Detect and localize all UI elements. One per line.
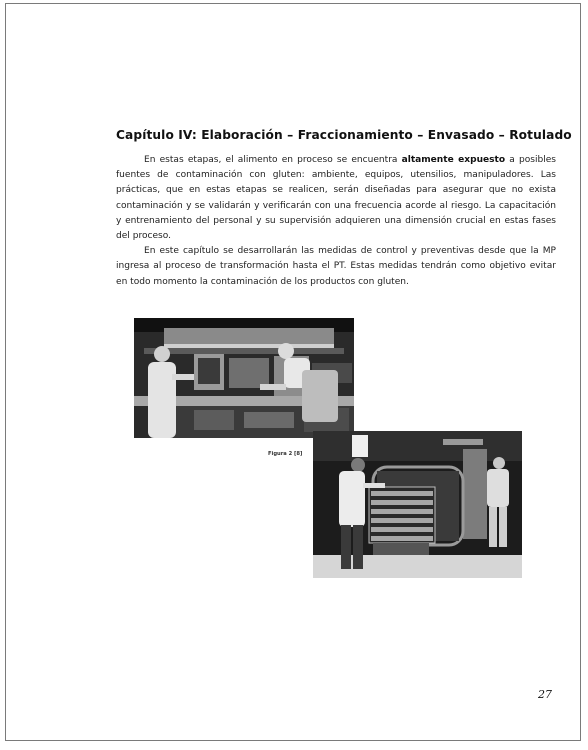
- paragraph-2-text: En este capítulo se desarrollarán las medidas de control y preventivas desde que la MP ingresa al proceso de transformación hasta el PT. Estas medidas tendrán como objetivo evitar en todo momento la contaminación de los productos con gluten.: [116, 246, 556, 287]
- oven-photo-graphic: [313, 431, 522, 578]
- paragraph-1: [116, 153, 556, 244]
- oven-photo: [313, 431, 522, 578]
- paragraph-1-emphasis: altamente expuesto: [401, 155, 506, 165]
- kitchen-photo: [134, 318, 354, 438]
- paragraph-2: [116, 244, 556, 290]
- kitchen-photo-graphic: [134, 318, 354, 438]
- paragraph-1-text-cont: a posibles fuentes de contaminación con gluten: ambiente, equipos, utensilios, manipuladores. Las prácticas, que en estas etapas se realicen, serán diseñadas para asegurar que no exista contaminación y se validarán y verificarán con una frecuencia acorde al riesgo. La capacitación y entrenamiento del personal y su supervisión adquieren una dimensión crucial en estas fases del proceso.: [116, 155, 556, 242]
- body-text: [116, 153, 556, 290]
- page-number: 27: [538, 688, 552, 701]
- figure-caption: Figura 2 [8]: [268, 451, 303, 457]
- paragraph-1-text: En estas etapas, el alimento en proceso se encuentra: [144, 155, 402, 165]
- chapter-title: Capítulo IV: Elaboración – Fraccionamiento – Envasado – Rotulado: [116, 128, 572, 142]
